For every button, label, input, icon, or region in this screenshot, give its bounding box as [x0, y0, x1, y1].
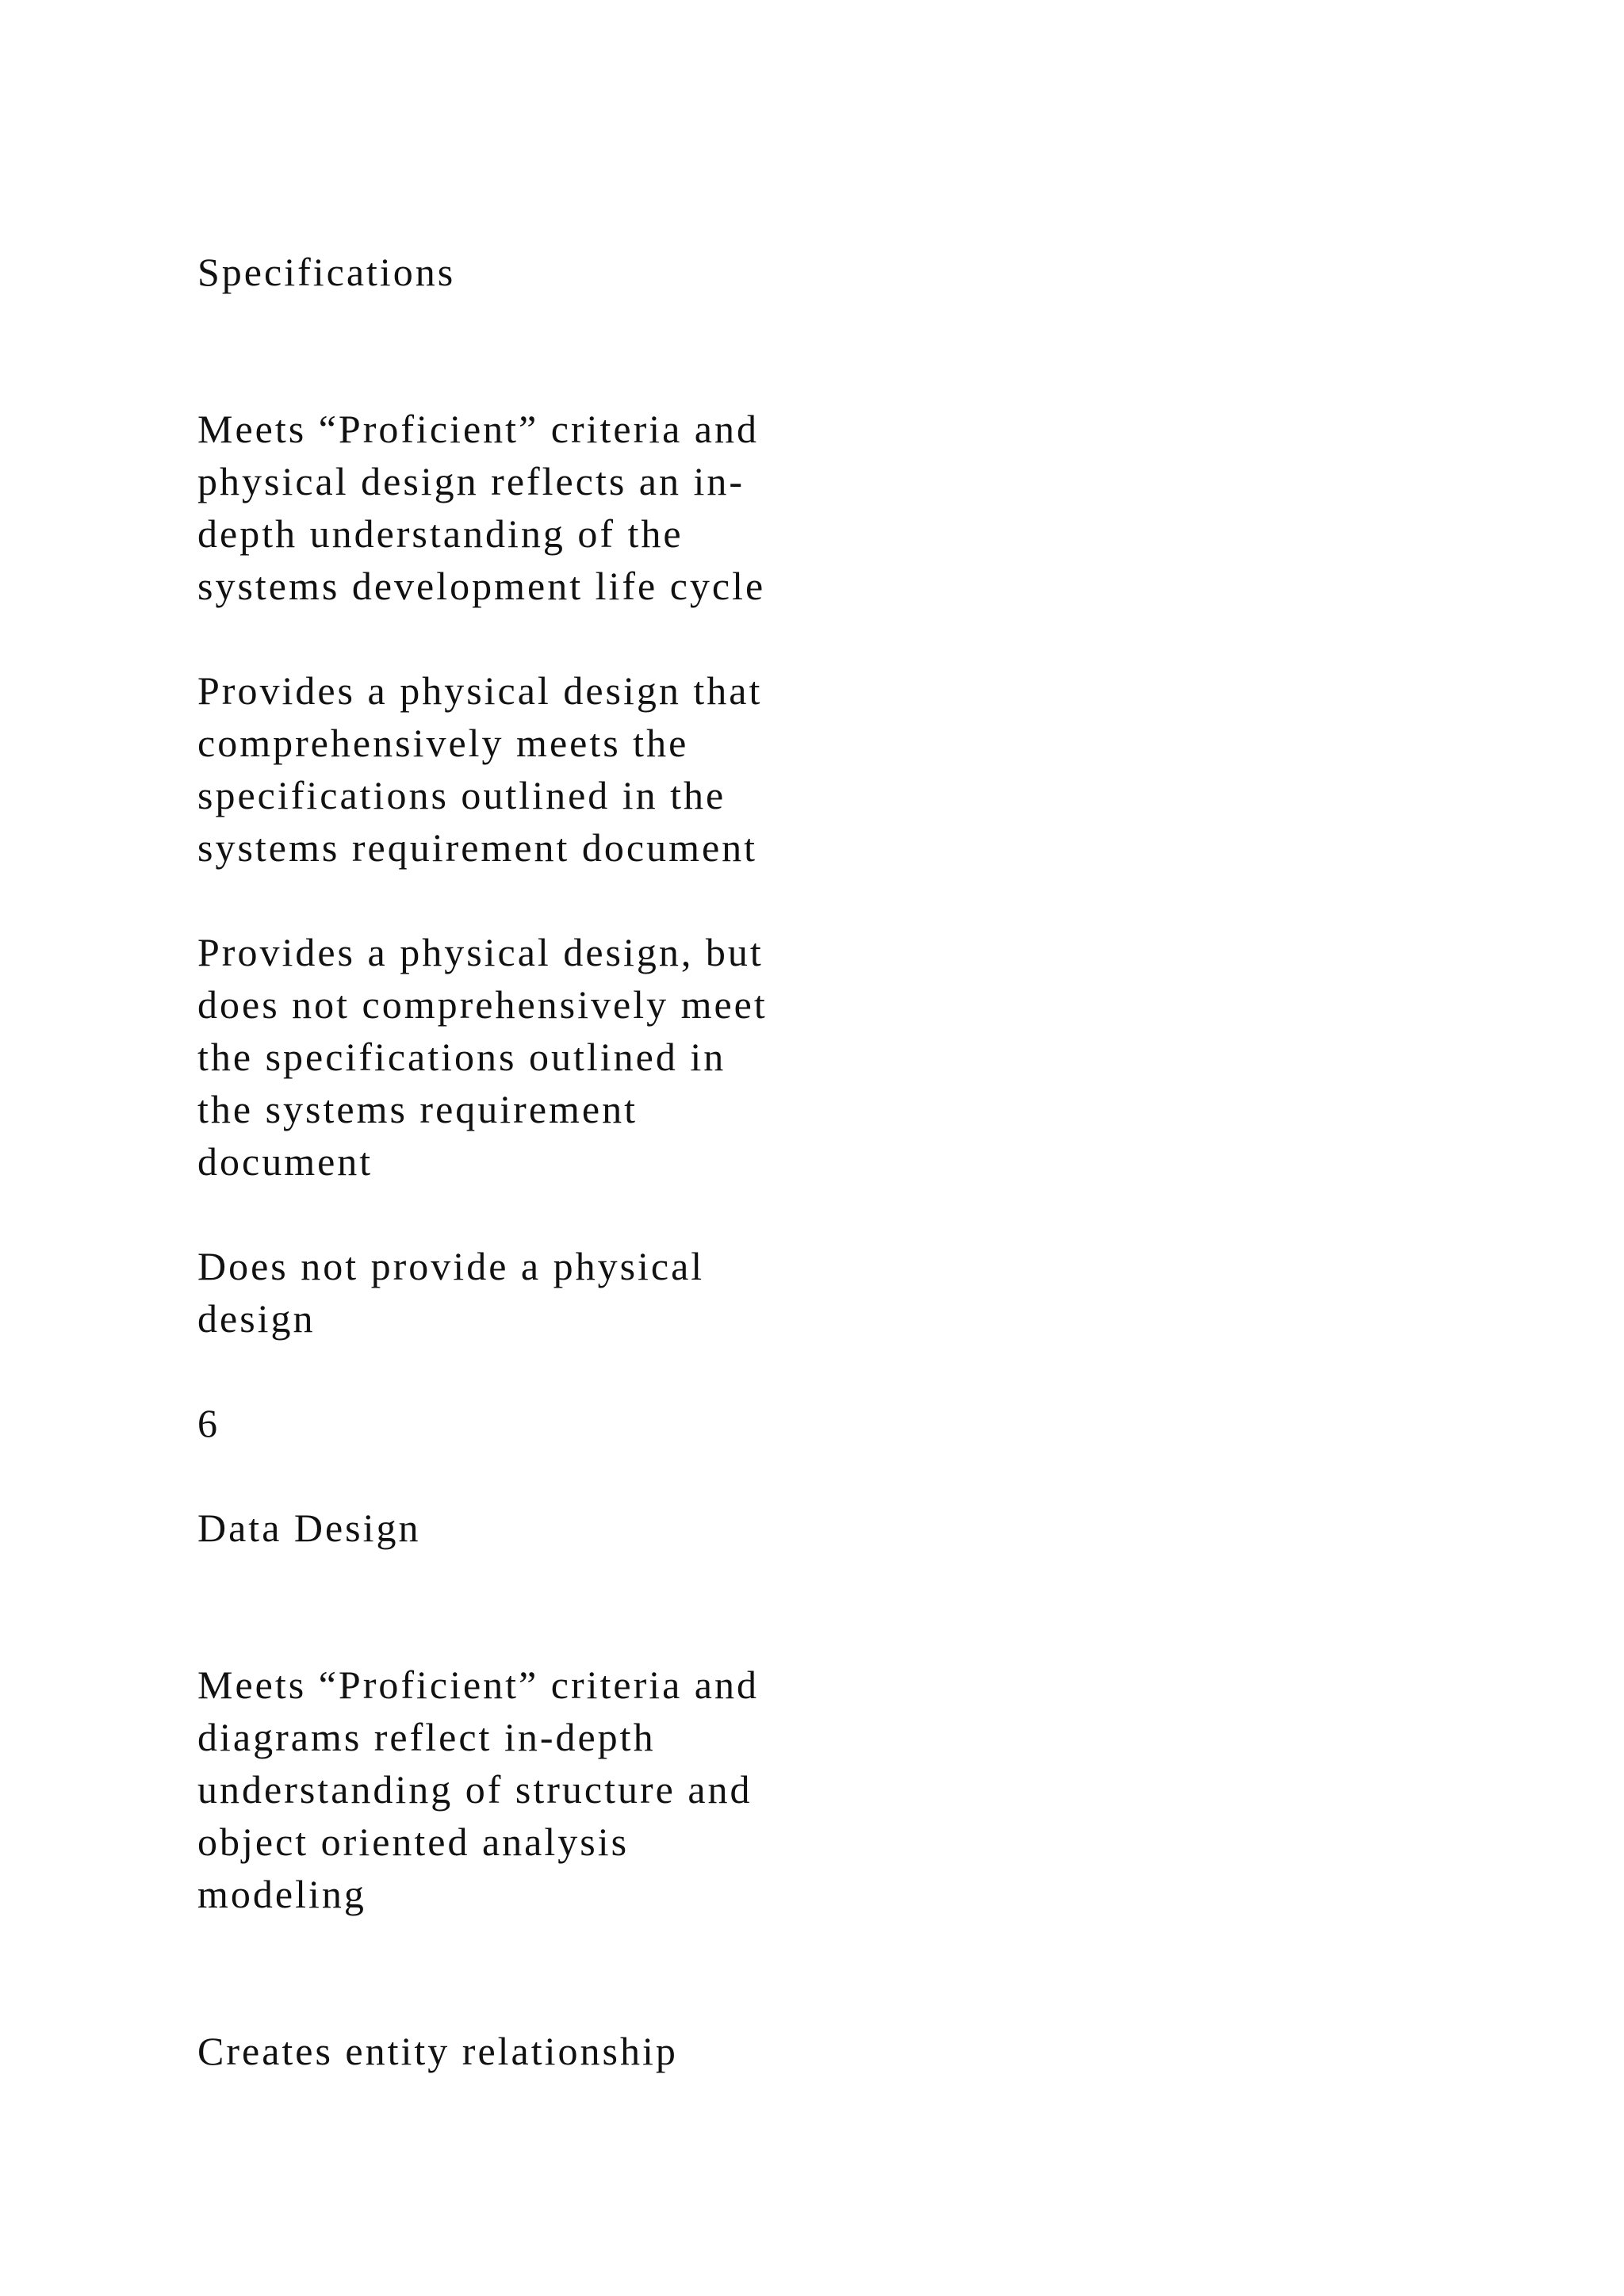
text-line: the specifications outlined in: [197, 1035, 726, 1079]
text-line: systems development life cycle: [197, 564, 766, 608]
item-number: 6: [197, 1401, 220, 1445]
text-line: Creates entity relationship: [197, 2029, 678, 2073]
text-line: object oriented analysis: [197, 1820, 630, 1864]
text-line: depth understanding of the: [197, 511, 684, 556]
text-line: diagrams reflect in-depth: [197, 1715, 656, 1759]
text-line: Does not provide a physical: [197, 1244, 705, 1288]
text-line: specifications outlined in the: [197, 773, 726, 817]
text-line: Provides a physical design that: [197, 668, 763, 713]
text-line: Meets “Proficient” criteria and: [197, 1663, 759, 1707]
text-line: systems requirement document: [197, 825, 758, 870]
text-line: does not comprehensively meet: [197, 982, 768, 1027]
text-line: Meets “Proficient” criteria and: [197, 407, 759, 451]
text-line: modeling: [197, 1872, 366, 1916]
text-line: the systems requirement: [197, 1087, 638, 1131]
text-line: physical design reflects an in-: [197, 459, 745, 503]
text-line: Provides a physical design, but: [197, 930, 764, 974]
text-line: understanding of structure and: [197, 1767, 753, 1812]
text-line: design: [197, 1296, 316, 1341]
text-line: comprehensively meets the: [197, 721, 689, 765]
section-title-data-design: Data Design: [197, 1506, 421, 1550]
section-title-specifications: Specifications: [197, 250, 456, 294]
text-line: document: [197, 1139, 373, 1184]
